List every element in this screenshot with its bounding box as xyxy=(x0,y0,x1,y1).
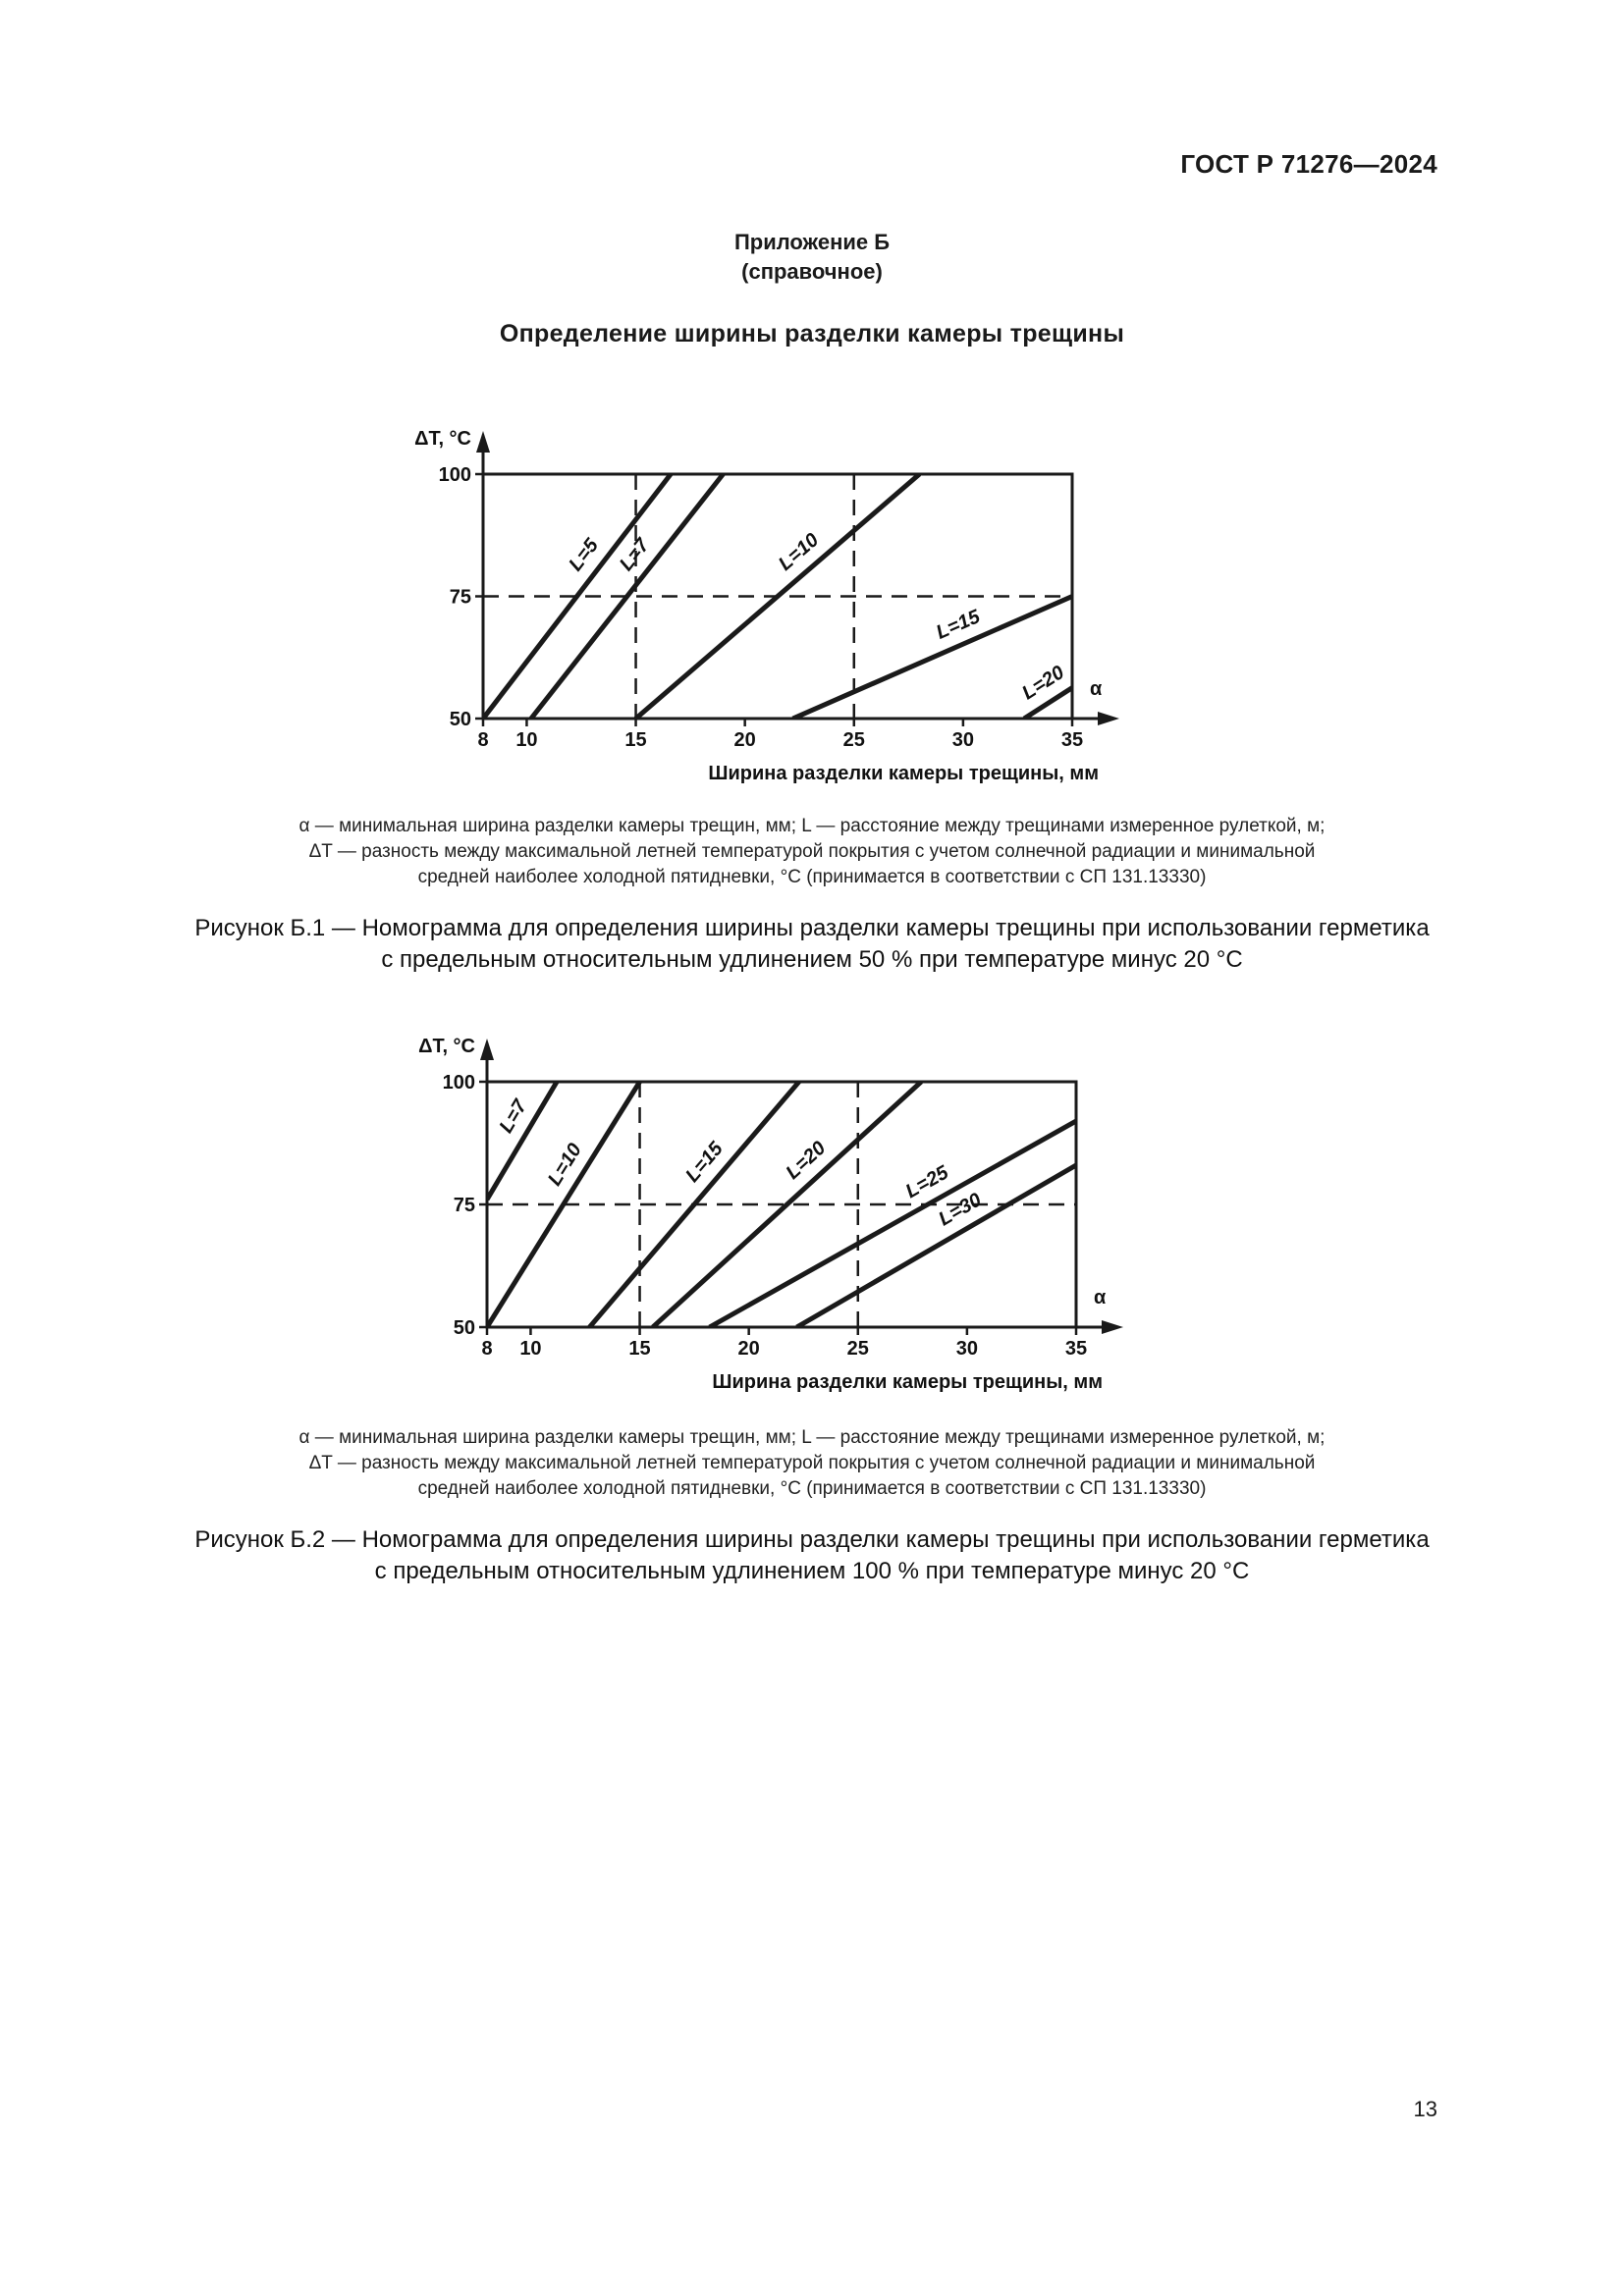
legend-line: ΔT — разность между максимальной летней температурой покрытия с учетом солнечной радиации и минимальной xyxy=(308,841,1316,862)
x-tick-label: 35 xyxy=(1064,1338,1088,1360)
series-label: L=10 xyxy=(543,1140,586,1190)
series-label: L=20 xyxy=(782,1137,831,1184)
series-line xyxy=(487,1082,557,1200)
x-tick-label: 15 xyxy=(624,729,647,751)
nomogram-chart-1 xyxy=(0,412,1624,795)
x-tick-label: 10 xyxy=(519,1338,542,1360)
series-label: L=20 xyxy=(1018,661,1068,705)
x-tick-label: 8 xyxy=(481,1338,493,1360)
y-axis-title: ΔT, °С xyxy=(418,1036,475,1057)
figure-2-legend xyxy=(0,1425,1624,1502)
x-tick-label: 35 xyxy=(1060,729,1084,751)
x-axis-title: Ширина разделки камеры трещины, мм xyxy=(712,1371,1103,1393)
legend-line: α — минимальная ширина разделки камеры трещин, мм; L — расстояние между трещинами измеренное рулеткой, м; xyxy=(298,1427,1326,1448)
y-axis-arrow xyxy=(476,431,490,453)
legend-line: α — минимальная ширина разделки камеры трещин, мм; L — расстояние между трещинами измеренное рулеткой, м; xyxy=(298,816,1326,836)
y-tick-label: 100 xyxy=(442,1072,475,1094)
series-label: L=25 xyxy=(901,1161,952,1203)
x-tick-label: 25 xyxy=(842,729,865,751)
x-axis-symbol: α xyxy=(1090,678,1103,700)
document-number: ГОСТ Р 71276—2024 xyxy=(1180,149,1437,179)
y-tick-label: 75 xyxy=(453,1195,475,1216)
appendix-title: Приложение Б xyxy=(733,230,891,254)
caption-line: Рисунок Б.2 — Номограмма для определения ширины разделки камеры трещины при использовании герметика xyxy=(194,1526,1430,1553)
section-title: Определение ширины разделки камеры трещины xyxy=(499,320,1125,347)
y-tick-label: 50 xyxy=(449,709,471,730)
legend-line: средней наиболее холодной пятидневки, °С (принимается в соответствии с СП 131.13330) xyxy=(417,867,1207,887)
figure-1-legend xyxy=(0,814,1624,890)
appendix-subtitle: (справочное) xyxy=(741,259,883,284)
figure-2-caption xyxy=(0,1524,1624,1587)
caption-line: с предельным относительным удлинением 100 % при температуре минус 20 °С xyxy=(374,1558,1250,1584)
x-axis-title: Ширина разделки камеры трещины, мм xyxy=(708,763,1099,784)
legend-line: ΔT — разность между максимальной летней температурой покрытия с учетом солнечной радиации и минимальной xyxy=(308,1453,1316,1473)
x-axis-arrow xyxy=(1102,1320,1123,1334)
caption-line: с предельным относительным удлинением 50 % при температуре минус 20 °С xyxy=(381,946,1243,973)
series-label: L=30 xyxy=(935,1189,986,1231)
x-tick-label: 8 xyxy=(477,729,489,751)
figure-1-caption xyxy=(0,913,1624,976)
legend-line: средней наиболее холодной пятидневки, °С (принимается в соответствии с СП 131.13330) xyxy=(417,1478,1207,1499)
y-tick-label: 100 xyxy=(438,464,471,486)
x-axis-arrow xyxy=(1098,712,1119,725)
series-label: L=15 xyxy=(933,606,984,644)
series-line xyxy=(797,1165,1076,1327)
x-tick-label: 25 xyxy=(846,1338,869,1360)
x-axis-symbol: α xyxy=(1094,1287,1107,1308)
x-tick-label: 30 xyxy=(951,729,975,751)
series-label: L=10 xyxy=(774,529,824,575)
series-label: L=15 xyxy=(681,1138,728,1187)
x-tick-label: 15 xyxy=(628,1338,651,1360)
series-label: L=5 xyxy=(565,534,604,576)
y-axis-title: ΔT, °С xyxy=(414,428,471,450)
nomogram-chart-2 xyxy=(0,1026,1624,1409)
x-tick-label: 20 xyxy=(737,1338,760,1360)
y-tick-label: 50 xyxy=(453,1317,475,1339)
page-number: 13 xyxy=(1413,2097,1437,2121)
x-tick-label: 20 xyxy=(733,729,756,751)
caption-line: Рисунок Б.1 — Номограмма для определения ширины разделки камеры трещины при использовании герметика xyxy=(194,915,1430,941)
series-label: L=7 xyxy=(615,534,654,575)
x-tick-label: 10 xyxy=(515,729,538,751)
y-tick-label: 75 xyxy=(449,586,471,609)
y-axis-arrow xyxy=(480,1039,494,1060)
series-label: L=7 xyxy=(495,1095,532,1138)
x-tick-label: 30 xyxy=(955,1338,979,1360)
